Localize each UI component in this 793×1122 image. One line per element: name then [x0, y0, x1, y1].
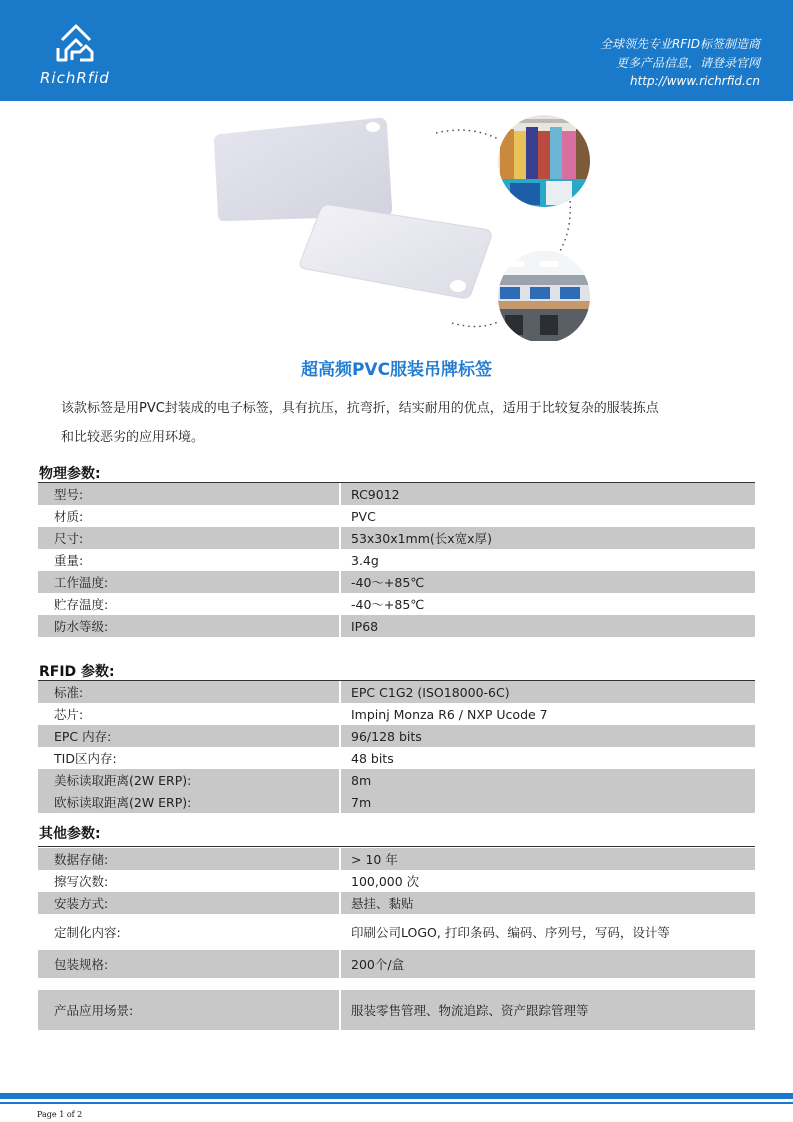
row-spacer	[38, 978, 340, 990]
other-params-table	[38, 848, 755, 1030]
pvc-tag-front	[300, 205, 491, 298]
page-header	[0, 0, 793, 101]
param-value: Impinj Monza R6 / NXP Ucode 7	[351, 706, 548, 722]
table-row	[38, 681, 755, 703]
param-value: -40～+85℃	[351, 597, 425, 612]
param-label: 产品应用场景:	[38, 990, 340, 1030]
slogan-line-2: 更多产品信息，请登录官网	[615, 56, 760, 70]
connector-dots-top	[436, 130, 498, 139]
physical-params-table	[38, 483, 755, 637]
product-title: 超高频PVC服装吊牌标签	[300, 360, 493, 380]
pvc-tag-back	[214, 118, 392, 221]
param-label: 芯片:	[38, 703, 340, 725]
table-row	[38, 914, 755, 950]
param-label: 材质:	[38, 505, 340, 527]
param-value: 3.4g	[351, 552, 379, 568]
param-value: > 10 年	[340, 848, 755, 870]
table-row	[38, 483, 755, 505]
table-row	[38, 747, 755, 769]
richrfid-logo-icon	[52, 20, 98, 66]
param-label: TID区内存:	[38, 747, 340, 769]
table-row	[38, 593, 755, 615]
param-label: 型号:	[38, 483, 340, 505]
table-row	[38, 571, 755, 593]
table-row	[38, 769, 755, 791]
param-label: 标准:	[38, 681, 340, 703]
footer-bar-thin	[0, 1102, 793, 1104]
table-row	[38, 791, 755, 813]
table-row	[38, 870, 755, 892]
param-label: EPC 内存:	[38, 725, 340, 747]
table-row	[38, 505, 755, 527]
table-row	[38, 990, 755, 1030]
param-label: 工作温度:	[38, 571, 340, 593]
param-label: 防水等级:	[38, 615, 340, 637]
param-label: 欧标读取距离(2W ERP):	[38, 791, 340, 813]
param-value: IP68	[340, 615, 755, 637]
param-value: RC9012	[340, 483, 755, 505]
param-label: 尺寸:	[38, 527, 340, 549]
table-row	[38, 978, 755, 990]
rfid-params-heading: RFID 参数:	[39, 664, 115, 680]
table-row	[38, 549, 755, 571]
clothing-store-photo	[496, 113, 596, 213]
slogan-line-1: 全球领先专业RFID标签制造商	[599, 37, 760, 51]
table-row	[38, 892, 755, 914]
other-params-heading: 其他参数:	[39, 826, 101, 842]
table-row	[38, 848, 755, 870]
office-photo	[496, 249, 596, 341]
param-label: 包装规格:	[38, 950, 340, 978]
param-value: 200个/盒	[340, 950, 755, 978]
logo-text: RichRfid	[40, 69, 110, 87]
rfid-params-table	[38, 681, 755, 813]
product-hero-image	[0, 101, 793, 341]
param-label: 美标读取距离(2W ERP):	[38, 769, 340, 791]
param-value: EPC C1G2 (ISO18000-6C)	[340, 681, 755, 703]
param-label: 安装方式:	[38, 892, 340, 914]
row-spacer	[340, 978, 755, 990]
param-value: 96/128 bits	[340, 725, 755, 747]
description-line-1: 该款标签是用PVC封装成的电子标签，具有抗压，抗弯折，结实耐用的优点，适用于比较复杂的服装拣点	[61, 401, 659, 416]
param-value: -40～+85℃	[340, 571, 755, 593]
param-value: 7m	[340, 791, 755, 813]
param-value: 印刷公司LOGO, 打印条码、编码、序列号，写码，设计等	[351, 925, 670, 940]
param-label: 重量:	[38, 549, 340, 571]
param-value: PVC	[351, 508, 376, 524]
param-value: 8m	[340, 769, 755, 791]
description-line-2: 和比较恶劣的应用环境。	[61, 430, 205, 445]
param-value: 53x30x1mm(长x宽x厚)	[340, 527, 755, 549]
table-row	[38, 615, 755, 637]
table-row	[38, 703, 755, 725]
param-value: 服装零售管理、物流追踪、资产跟踪管理等	[340, 990, 755, 1030]
connector-dots-bottom	[452, 321, 500, 327]
physical-params-heading: 物理参数:	[39, 466, 101, 482]
param-value: 悬挂、黏贴	[340, 892, 755, 914]
table-row	[38, 725, 755, 747]
website-link[interactable]: http://www.richrfid.cn	[629, 74, 760, 88]
page-number: Page 1 of 2	[37, 1110, 83, 1119]
section-divider	[38, 846, 755, 847]
connector-dots-mid	[560, 201, 570, 251]
table-row	[38, 527, 755, 549]
param-label: 擦写次数:	[38, 870, 340, 892]
table-row	[38, 950, 755, 978]
param-label: 数据存储:	[38, 848, 340, 870]
param-value: 100,000 次	[351, 874, 420, 889]
param-value: 48 bits	[351, 750, 394, 766]
param-label: 定制化内容:	[38, 914, 340, 950]
param-label: 贮存温度:	[38, 593, 340, 615]
footer-bar	[0, 1093, 793, 1099]
